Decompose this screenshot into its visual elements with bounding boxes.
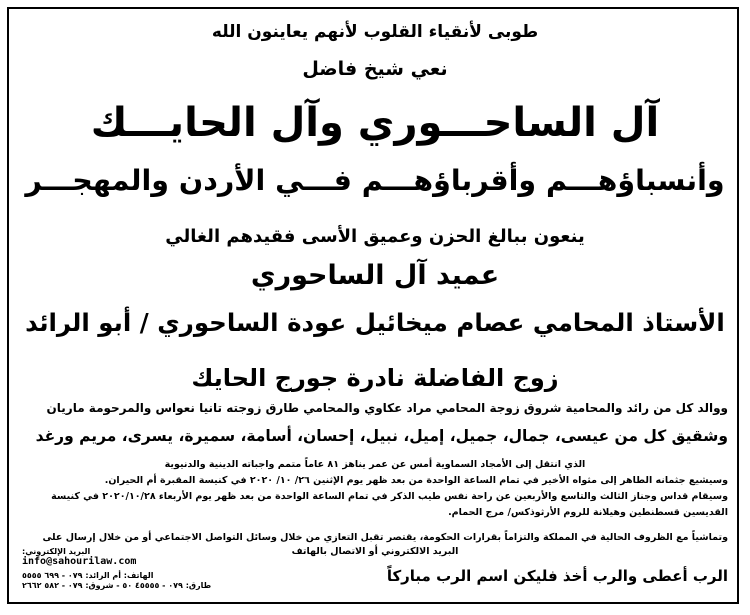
children-line: ووالد كل من رائد والمحامية شروق زوجة المحامي مراد عكاوي والمحامي طارق زوجته تانيا نعواس والمرحومة ماريان [46, 401, 728, 415]
scripture-heading: طوبى لأنقياء القلوب لأنهم يعاينون الله [211, 22, 539, 42]
condolence-detail: وتماشياً مع الظروف الحالية في المملكة والتزاماً بقرارات الحكومة، يقتصر تقبل التعازي من خلال وسائل التواصل الاجتماعي أو من خلال إرسال على [42, 532, 728, 543]
funeral-detail: وسيشيع جثمانه الطاهر إلى مثواه الأخير في تمام الساعة الواحدة من بعد ظهر يوم الإثنين ٢٦/ ١٠/ ٢٠٢٠ في كنيسة المقبرة أم الحيران. [104, 475, 728, 486]
phone-line-1: الهاتف: أم الرائد: ٠٧٩ - ٦٩٩ ٥٥٥٥ [22, 571, 154, 580]
condolence-methods: البريد الالكتروني أو الاتصال بالهاتف [291, 546, 459, 557]
siblings-line: وشقيق كل من عيسى، جمال، جميل، إميل، نبيل، إحسان، أسامة، سميرة، يسرى، مريم ورغد [35, 427, 728, 445]
phone-line-2: طارق: ٠٧٩ - ٤٥٥٥٥ ٥٠ - شروق: ٠٧٩ - ٥٨٢ ٢٦٦٢ [22, 581, 212, 590]
closing-verse: الرب أعطى والرب أخذ فليكن اسم الرب مباركاً [386, 567, 728, 585]
church-detail: القديسين قسطنطين وهيلانة للروم الأرثوذكس/ مرج الحمام. [448, 507, 728, 518]
spouse-line: زوج الفاضلة نادرة جورج الحايك [191, 364, 559, 392]
dean-title: عميد آل الساحوري [250, 260, 500, 291]
mourning-line: ينعون ببالغ الحزن وعميق الأسى فقيدهم الغالي [165, 226, 585, 247]
notice-subtitle: نعي شيخ فاضل [302, 58, 448, 80]
mass-detail: وسيقام قداس وجناز الثالث والتاسع والأربعين عن راحة نفس طيب الذكر في تمام الساعة الواحدة من بعد ظهر يوم الأربعاء ٢٠٢٠/١٠/٢٨ في كنيسة [51, 491, 728, 502]
death-detail: الذي انتقل إلى الأمجاد السماوية أمس عن عمر يناهز ٨١ عاماً متمم واجباته الدينية والدنيوية [164, 459, 586, 470]
family-names: آل الساحـــوري وآل الحايـــك [90, 100, 660, 146]
deceased-name: الأستاذ المحامي عصام ميخائيل عودة الساحوري / أبو الرائد [25, 308, 725, 337]
email-label: البريد الإلكتروني: [22, 547, 91, 556]
email-address[interactable]: info@sahourilaw.com [22, 556, 137, 567]
relatives-line: وأنسباؤهـــم وأقرباؤهـــم فـــي الأردن والمهجـــر [25, 164, 725, 197]
